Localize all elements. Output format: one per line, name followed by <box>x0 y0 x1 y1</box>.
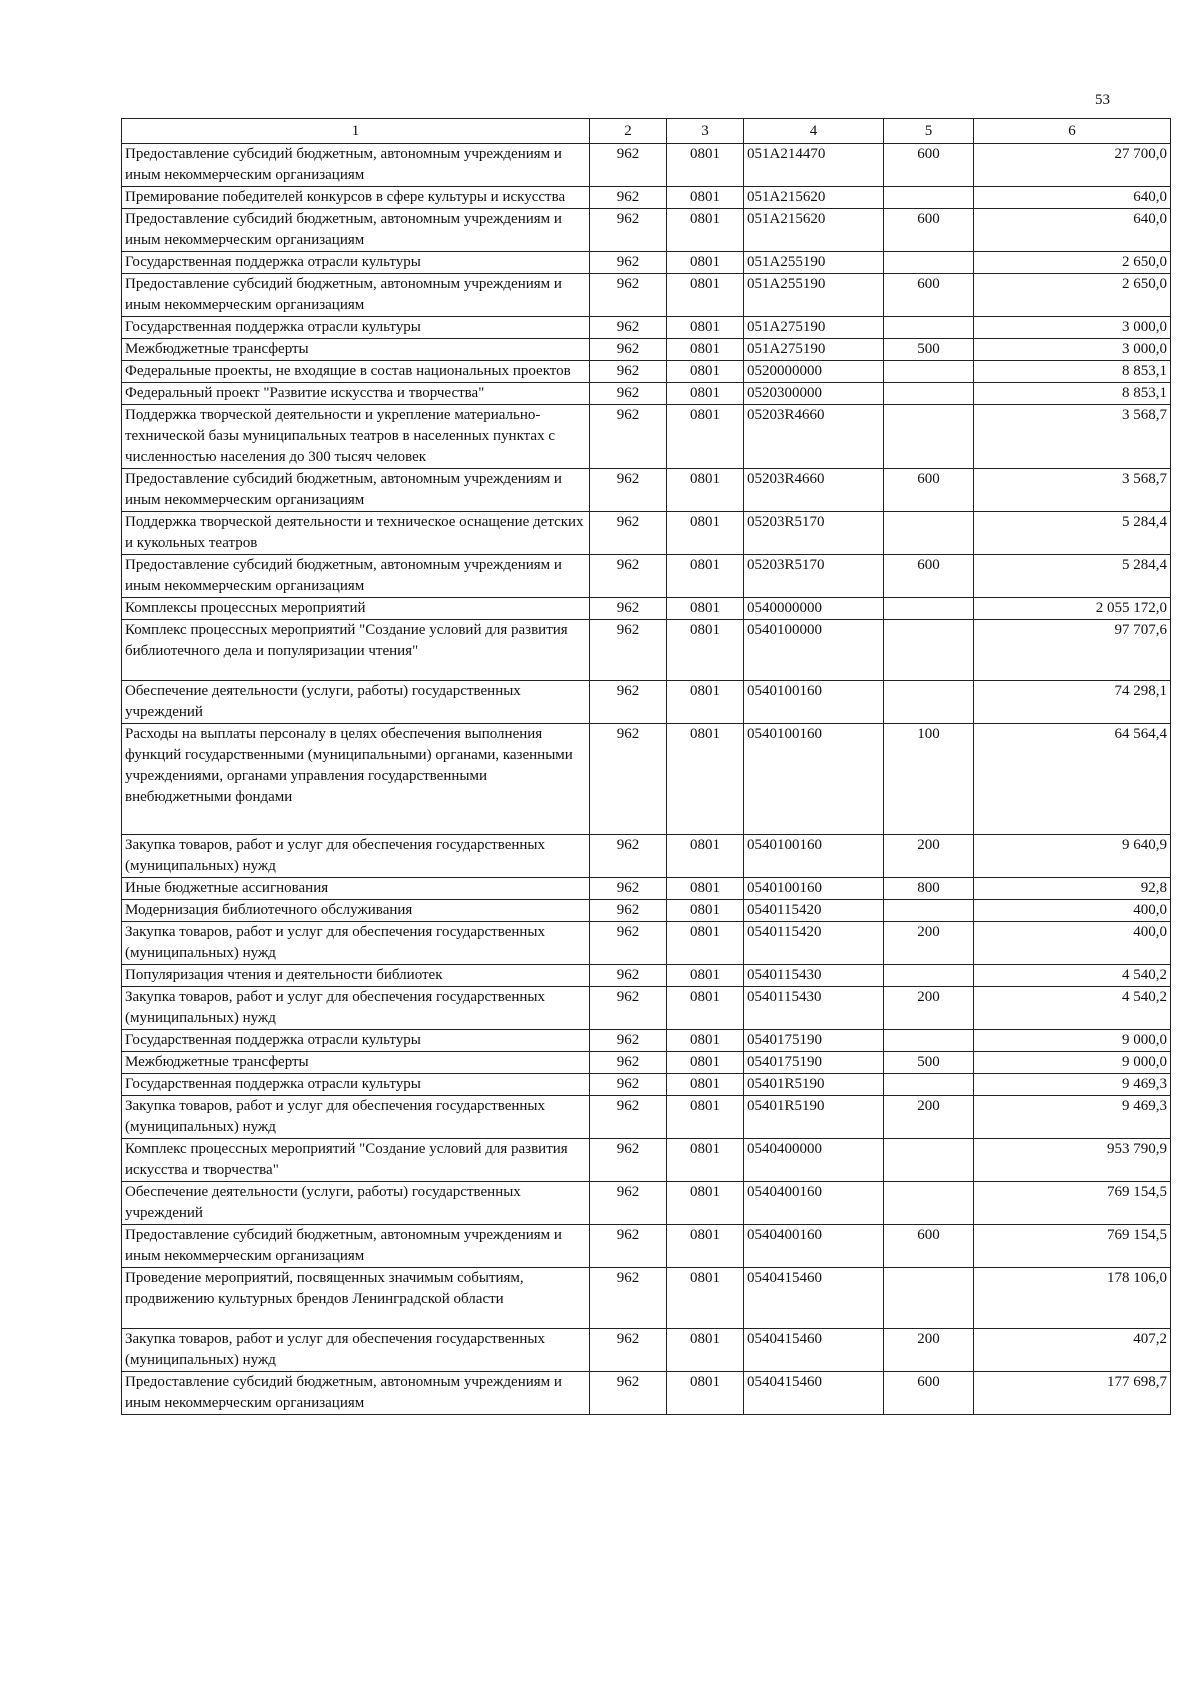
row-col-5 <box>884 317 974 339</box>
row-col-2: 962 <box>590 598 667 620</box>
table-header-row <box>122 119 1171 144</box>
table-row <box>122 1329 1171 1372</box>
row-col-3: 0801 <box>667 252 744 274</box>
row-col-4: 051A215620 <box>744 209 884 252</box>
row-col-4: 0540115430 <box>744 965 884 987</box>
table-row <box>122 724 1171 835</box>
row-col-5 <box>884 598 974 620</box>
row-col-6: 5 284,4 <box>974 512 1171 555</box>
table-row <box>122 1139 1171 1182</box>
row-col-6: 177 698,7 <box>974 1372 1171 1415</box>
table-row <box>122 361 1171 383</box>
table-body <box>122 144 1171 1415</box>
row-col-3: 0801 <box>667 555 744 598</box>
row-col-3: 0801 <box>667 835 744 878</box>
row-col-2: 962 <box>590 1052 667 1074</box>
header-col-4: 4 <box>744 119 884 144</box>
row-name: Обеспечение деятельности (услуги, работы) государственных учреждений <box>122 681 590 724</box>
row-col-4: 0540115430 <box>744 987 884 1030</box>
row-col-4: 0540100160 <box>744 878 884 900</box>
row-col-6: 3 000,0 <box>974 317 1171 339</box>
row-col-4: 05401R5190 <box>744 1074 884 1096</box>
table-row <box>122 469 1171 512</box>
row-col-6: 8 853,1 <box>974 383 1171 405</box>
row-col-3: 0801 <box>667 405 744 469</box>
row-col-3: 0801 <box>667 1268 744 1329</box>
row-name: Межбюджетные трансферты <box>122 1052 590 1074</box>
row-col-2: 962 <box>590 1268 667 1329</box>
row-col-6: 4 540,2 <box>974 965 1171 987</box>
row-col-2: 962 <box>590 361 667 383</box>
row-name: Предоставление субсидий бюджетным, автономным учреждениям и иным некоммерческим организациям <box>122 469 590 512</box>
row-col-6: 9 469,3 <box>974 1096 1171 1139</box>
row-col-5: 800 <box>884 878 974 900</box>
budget-table <box>121 118 1171 1415</box>
row-col-2: 962 <box>590 1329 667 1372</box>
row-col-5 <box>884 681 974 724</box>
table-row <box>122 922 1171 965</box>
row-col-3: 0801 <box>667 1372 744 1415</box>
row-col-5: 600 <box>884 1372 974 1415</box>
row-col-2: 962 <box>590 252 667 274</box>
row-name: Расходы на выплаты персоналу в целях обеспечения выполнения функций государственными (муниципальными) органами, казенными учреждениями, органами управления государственными внебюджетными фондами <box>122 724 590 835</box>
row-name: Государственная поддержка отрасли культуры <box>122 1074 590 1096</box>
row-col-5 <box>884 1182 974 1225</box>
row-col-4: 051A214470 <box>744 144 884 187</box>
row-col-3: 0801 <box>667 339 744 361</box>
row-name: Предоставление субсидий бюджетным, автономным учреждениям и иным некоммерческим организациям <box>122 144 590 187</box>
row-col-4: 0540100160 <box>744 681 884 724</box>
row-col-2: 962 <box>590 1225 667 1268</box>
row-name: Поддержка творческой деятельности и укрепление материально-технической базы муниципальных театров в населенных пунктах с численностью населения до 300 тысяч человек <box>122 405 590 469</box>
table-row <box>122 317 1171 339</box>
row-col-3: 0801 <box>667 361 744 383</box>
header-col-1: 1 <box>122 119 590 144</box>
row-col-2: 962 <box>590 1182 667 1225</box>
row-name: Комплекс процессных мероприятий "Создание условий для развития искусства и творчества" <box>122 1139 590 1182</box>
table-row <box>122 512 1171 555</box>
row-col-2: 962 <box>590 681 667 724</box>
row-col-5: 600 <box>884 469 974 512</box>
row-col-2: 962 <box>590 900 667 922</box>
row-col-5: 200 <box>884 1096 974 1139</box>
row-col-6: 3 568,7 <box>974 469 1171 512</box>
header-col-3: 3 <box>667 119 744 144</box>
row-col-3: 0801 <box>667 681 744 724</box>
row-col-4: 0540115420 <box>744 922 884 965</box>
row-name: Государственная поддержка отрасли культуры <box>122 252 590 274</box>
row-col-3: 0801 <box>667 1329 744 1372</box>
table-row <box>122 1096 1171 1139</box>
row-col-3: 0801 <box>667 1139 744 1182</box>
row-col-2: 962 <box>590 987 667 1030</box>
row-name: Премирование победителей конкурсов в сфере культуры и искусства <box>122 187 590 209</box>
table-row <box>122 187 1171 209</box>
row-col-2: 962 <box>590 187 667 209</box>
row-name: Государственная поддержка отрасли культуры <box>122 1030 590 1052</box>
row-name: Государственная поддержка отрасли культуры <box>122 317 590 339</box>
row-col-4: 05203R5170 <box>744 512 884 555</box>
row-col-2: 962 <box>590 469 667 512</box>
row-col-5 <box>884 1139 974 1182</box>
row-col-4: 0540175190 <box>744 1030 884 1052</box>
row-col-5: 200 <box>884 922 974 965</box>
row-name: Закупка товаров, работ и услуг для обеспечения государственных (муниципальных) нужд <box>122 922 590 965</box>
row-col-5: 500 <box>884 339 974 361</box>
row-col-3: 0801 <box>667 274 744 317</box>
row-col-6: 2 650,0 <box>974 274 1171 317</box>
row-col-3: 0801 <box>667 900 744 922</box>
row-name: Предоставление субсидий бюджетным, автономным учреждениям и иным некоммерческим организациям <box>122 274 590 317</box>
row-name: Комплекс процессных мероприятий "Создание условий для развития библиотечного дела и популяризации чтения" <box>122 620 590 681</box>
table-row <box>122 274 1171 317</box>
row-col-2: 962 <box>590 405 667 469</box>
row-col-2: 962 <box>590 1139 667 1182</box>
header-col-5: 5 <box>884 119 974 144</box>
row-name: Федеральные проекты, не входящие в состав национальных проектов <box>122 361 590 383</box>
row-col-4: 0540100160 <box>744 724 884 835</box>
table-row <box>122 987 1171 1030</box>
row-col-2: 962 <box>590 965 667 987</box>
row-name: Обеспечение деятельности (услуги, работы) государственных учреждений <box>122 1182 590 1225</box>
row-col-5: 500 <box>884 1052 974 1074</box>
row-col-2: 962 <box>590 724 667 835</box>
row-col-2: 962 <box>590 1030 667 1052</box>
row-col-2: 962 <box>590 209 667 252</box>
row-name: Предоставление субсидий бюджетным, автономным учреждениям и иным некоммерческим организациям <box>122 209 590 252</box>
row-col-4: 0540415460 <box>744 1268 884 1329</box>
row-col-6: 9 469,3 <box>974 1074 1171 1096</box>
row-col-6: 9 000,0 <box>974 1052 1171 1074</box>
row-col-4: 051A215620 <box>744 187 884 209</box>
row-col-2: 962 <box>590 555 667 598</box>
row-col-2: 962 <box>590 512 667 555</box>
row-col-5: 600 <box>884 209 974 252</box>
row-col-3: 0801 <box>667 469 744 512</box>
row-col-5: 100 <box>884 724 974 835</box>
row-col-6: 2 650,0 <box>974 252 1171 274</box>
row-col-2: 962 <box>590 383 667 405</box>
row-col-5: 600 <box>884 274 974 317</box>
row-name: Иные бюджетные ассигнования <box>122 878 590 900</box>
row-col-3: 0801 <box>667 1225 744 1268</box>
row-col-3: 0801 <box>667 922 744 965</box>
row-name: Модернизация библиотечного обслуживания <box>122 900 590 922</box>
header-col-6: 6 <box>974 119 1171 144</box>
row-col-6: 8 853,1 <box>974 361 1171 383</box>
row-col-3: 0801 <box>667 1052 744 1074</box>
table-row <box>122 209 1171 252</box>
row-col-4: 0520300000 <box>744 383 884 405</box>
row-col-6: 74 298,1 <box>974 681 1171 724</box>
row-col-3: 0801 <box>667 598 744 620</box>
row-col-3: 0801 <box>667 187 744 209</box>
row-col-4: 0540000000 <box>744 598 884 620</box>
row-col-5 <box>884 252 974 274</box>
row-col-3: 0801 <box>667 1030 744 1052</box>
table-row <box>122 878 1171 900</box>
row-col-4: 0540415460 <box>744 1372 884 1415</box>
row-col-3: 0801 <box>667 144 744 187</box>
row-name: Закупка товаров, работ и услуг для обеспечения государственных (муниципальных) нужд <box>122 1096 590 1139</box>
row-col-3: 0801 <box>667 209 744 252</box>
row-col-4: 0520000000 <box>744 361 884 383</box>
row-col-5 <box>884 900 974 922</box>
row-col-2: 962 <box>590 274 667 317</box>
table-row <box>122 1268 1171 1329</box>
table-row <box>122 1182 1171 1225</box>
row-col-3: 0801 <box>667 878 744 900</box>
row-col-5 <box>884 965 974 987</box>
row-col-2: 962 <box>590 1096 667 1139</box>
row-col-4: 051A275190 <box>744 339 884 361</box>
row-col-5 <box>884 361 974 383</box>
row-col-2: 962 <box>590 144 667 187</box>
row-name: Закупка товаров, работ и услуг для обеспечения государственных (муниципальных) нужд <box>122 987 590 1030</box>
row-col-3: 0801 <box>667 965 744 987</box>
row-name: Поддержка творческой деятельности и техническое оснащение детских и кукольных театров <box>122 512 590 555</box>
row-col-6: 640,0 <box>974 187 1171 209</box>
table-row <box>122 1030 1171 1052</box>
row-col-2: 962 <box>590 339 667 361</box>
row-col-4: 0540400000 <box>744 1139 884 1182</box>
row-name: Предоставление субсидий бюджетным, автономным учреждениям и иным некоммерческим организациям <box>122 1225 590 1268</box>
table-row <box>122 383 1171 405</box>
table-row <box>122 835 1171 878</box>
row-name: Проведение мероприятий, посвященных значимым событиям, продвижению культурных брендов Ленинградской области <box>122 1268 590 1329</box>
row-col-4: 05203R5170 <box>744 555 884 598</box>
header-col-2: 2 <box>590 119 667 144</box>
row-col-4: 05401R5190 <box>744 1096 884 1139</box>
row-col-4: 0540100160 <box>744 835 884 878</box>
row-name: Закупка товаров, работ и услуг для обеспечения государственных (муниципальных) нужд <box>122 835 590 878</box>
row-name: Предоставление субсидий бюджетным, автономным учреждениям и иным некоммерческим организациям <box>122 555 590 598</box>
row-name: Межбюджетные трансферты <box>122 339 590 361</box>
row-col-6: 769 154,5 <box>974 1182 1171 1225</box>
row-name: Закупка товаров, работ и услуг для обеспечения государственных (муниципальных) нужд <box>122 1329 590 1372</box>
row-col-3: 0801 <box>667 724 744 835</box>
row-col-4: 051A255190 <box>744 252 884 274</box>
row-col-5: 200 <box>884 1329 974 1372</box>
row-col-5: 600 <box>884 144 974 187</box>
table-row <box>122 620 1171 681</box>
table-row <box>122 900 1171 922</box>
row-col-3: 0801 <box>667 512 744 555</box>
row-col-3: 0801 <box>667 987 744 1030</box>
row-col-2: 962 <box>590 922 667 965</box>
table-row <box>122 252 1171 274</box>
row-col-4: 0540115420 <box>744 900 884 922</box>
row-col-3: 0801 <box>667 317 744 339</box>
table-row <box>122 1074 1171 1096</box>
row-col-6: 2 055 172,0 <box>974 598 1171 620</box>
row-col-5: 200 <box>884 987 974 1030</box>
table-row <box>122 1052 1171 1074</box>
table-row <box>122 965 1171 987</box>
row-col-3: 0801 <box>667 1096 744 1139</box>
row-col-6: 178 106,0 <box>974 1268 1171 1329</box>
row-col-6: 407,2 <box>974 1329 1171 1372</box>
row-col-5: 600 <box>884 555 974 598</box>
row-col-6: 3 000,0 <box>974 339 1171 361</box>
row-name: Предоставление субсидий бюджетным, автономным учреждениям и иным некоммерческим организациям <box>122 1372 590 1415</box>
row-col-4: 0540100000 <box>744 620 884 681</box>
row-col-6: 4 540,2 <box>974 987 1171 1030</box>
row-col-6: 769 154,5 <box>974 1225 1171 1268</box>
row-col-6: 9 000,0 <box>974 1030 1171 1052</box>
table-row <box>122 555 1171 598</box>
row-col-3: 0801 <box>667 1182 744 1225</box>
row-col-6: 640,0 <box>974 209 1171 252</box>
row-col-3: 0801 <box>667 620 744 681</box>
row-col-6: 5 284,4 <box>974 555 1171 598</box>
row-col-3: 0801 <box>667 383 744 405</box>
row-col-6: 400,0 <box>974 922 1171 965</box>
row-col-5 <box>884 405 974 469</box>
row-name: Популяризация чтения и деятельности библиотек <box>122 965 590 987</box>
row-col-5 <box>884 512 974 555</box>
row-col-5 <box>884 187 974 209</box>
row-col-5 <box>884 383 974 405</box>
page-number: 53 <box>1095 92 1110 108</box>
row-col-2: 962 <box>590 620 667 681</box>
row-col-6: 3 568,7 <box>974 405 1171 469</box>
row-col-4: 051A275190 <box>744 317 884 339</box>
row-col-2: 962 <box>590 1372 667 1415</box>
row-col-5 <box>884 1030 974 1052</box>
row-col-4: 05203R4660 <box>744 469 884 512</box>
table-row <box>122 681 1171 724</box>
table-row <box>122 598 1171 620</box>
row-col-5: 200 <box>884 835 974 878</box>
row-col-6: 953 790,9 <box>974 1139 1171 1182</box>
row-col-2: 962 <box>590 835 667 878</box>
row-col-4: 0540175190 <box>744 1052 884 1074</box>
table-row <box>122 144 1171 187</box>
row-col-6: 27 700,0 <box>974 144 1171 187</box>
row-col-4: 0540400160 <box>744 1225 884 1268</box>
row-col-4: 0540400160 <box>744 1182 884 1225</box>
row-col-6: 9 640,9 <box>974 835 1171 878</box>
table-row <box>122 339 1171 361</box>
row-col-3: 0801 <box>667 1074 744 1096</box>
row-col-5 <box>884 620 974 681</box>
row-col-2: 962 <box>590 1074 667 1096</box>
row-col-6: 92,8 <box>974 878 1171 900</box>
table-row <box>122 1225 1171 1268</box>
row-col-4: 05203R4660 <box>744 405 884 469</box>
row-col-2: 962 <box>590 878 667 900</box>
row-col-4: 0540415460 <box>744 1329 884 1372</box>
row-name: Федеральный проект "Развитие искусства и творчества" <box>122 383 590 405</box>
row-col-5 <box>884 1074 974 1096</box>
row-col-5 <box>884 1268 974 1329</box>
row-name: Комплексы процессных мероприятий <box>122 598 590 620</box>
row-col-4: 051A255190 <box>744 274 884 317</box>
table-row <box>122 405 1171 469</box>
row-col-6: 97 707,6 <box>974 620 1171 681</box>
row-col-5: 600 <box>884 1225 974 1268</box>
table-row <box>122 1372 1171 1415</box>
row-col-2: 962 <box>590 317 667 339</box>
row-col-6: 64 564,4 <box>974 724 1171 835</box>
row-col-6: 400,0 <box>974 900 1171 922</box>
